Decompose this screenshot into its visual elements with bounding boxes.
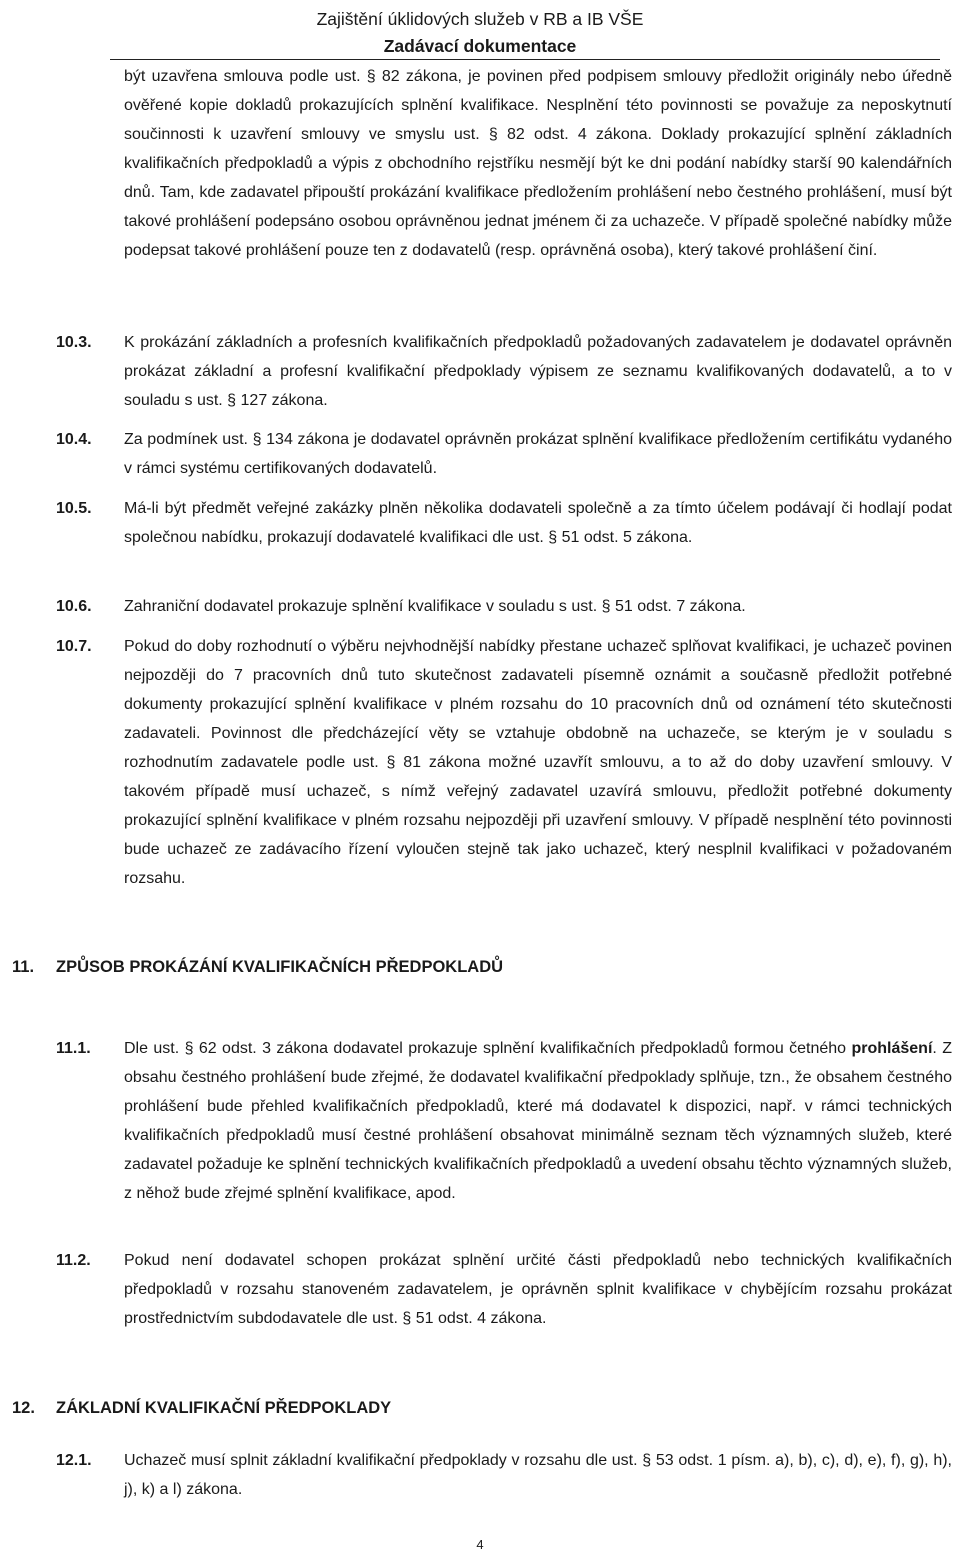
continuation-paragraph: být uzavřena smlouva podle ust. § 82 zákona, je povinen před podpisem smlouvy předložit originály nebo úředně ověřené kopie dokladů prokazujících splnění kvalifikace. Nesplnění této povinnosti se považuje za neposkytnutí součinnosti k uzavření smlouvy ve smyslu ust. § 82 odst. 4 zákona. Doklady prokazující splnění základních kvalifikačních předpokladů a výpis z obchodního rejstříku nesmějí být ke dni podání nabídky starší 90 kalendářních dnů. Tam, kde zadavatel připouští prokázání kvalifikace předložením prohlášení nebo čestného prohlášení, musí být takové prohlášení podepsáno osobou oprávněnou jednat jménem či za uchazeče. V případě společné nabídky může podepsat takové prohlášení pouze ten z dodavatelů (resp. oprávněná osoba), který takové prohlášení činí. <box>124 68 952 259</box>
item-text: Má-li být předmět veřejné zakázky plněn několika dodavateli společně a za tímto účelem podávají či hodlají podat společnou nabídku, prokazují dodavatelé kvalifikaci dle ust. § 51 odst. 5 zákona. <box>124 500 952 546</box>
item-number: 11.2. <box>56 1252 91 1269</box>
item-text-part: Dle ust. § 62 odst. 3 zákona dodavatel prokazuje splnění kvalifikačních předpokladů formou četného <box>124 1040 852 1057</box>
item-text: K prokázání základních a profesních kvalifikačních předpokladů požadovaných zadavatelem je dodavatel oprávněn prokázat základní a profesní kvalifikační předpoklady výpisem ze seznamu kvalifikovaných dodavatelů, a to v souladu s ust. § 127 zákona. <box>124 334 952 409</box>
page-header <box>0 6 960 60</box>
item-text-part: . Z obsahu čestného prohlášení bude zřejmé, že dodavatel kvalifikační předpoklady splňuje, tzn., že obsahem čestného prohlášení bude přehled kvalifikačních předpokladů, které má dodavatel k dispozici, např. v rámci technických kvalifikačních předpokladů musí čestné prohlášení obsahovat minimálně seznam těch významných služeb, které zadavatel požaduje ke splnění technických kvalifikačních předpokladů a uvedení obsahu těchto významných služeb, z něhož bude zřejmé splnění kvalifikace, apod. <box>124 1040 953 1202</box>
header-rule <box>110 59 940 60</box>
item-text: Uchazeč musí splnit základní kvalifikační předpoklady v rozsahu dle ust. § 53 odst. 1 písm. a), b), c), d), e), f), g), h), j), k) a l) zákona. <box>124 1452 952 1498</box>
page-number: 4 <box>476 1537 484 1552</box>
item-text <box>124 1034 952 1208</box>
item-number: 11.1. <box>56 1040 91 1057</box>
item-number: 10.3. <box>56 334 92 351</box>
item-number: 12.1. <box>56 1452 92 1469</box>
section-title: ZÁKLADNÍ KVALIFIKAČNÍ PŘEDPOKLADY <box>56 1399 392 1417</box>
item-number: 10.7. <box>56 638 92 655</box>
item-text: Pokud do doby rozhodnutí o výběru nejvhodnější nabídky přestane uchazeč splňovat kvalifikaci, je uchazeč povinen nejpozději do 7 pracovních dnů tuto skutečnost zadavateli písemně oznámit a současně předložit potřebné dokumenty prokazující splnění kvalifikace v plném rozsahu do 10 pracovních dnů od oznámení této skutečnosti zadavateli. Povinnost dle předcházející věty se vztahuje obdobně na uchazeče, se kterým je v souladu s rozhodnutím zadavatele podle ust. § 81 zákona možné uzavřít smlouvu, a to až do doby uzavření smlouvy. V takovém případě musí uchazeč, s nímž veřejný zadavatel uzavírá smlouvu, předložit potřebné dokumenty prokazující splnění kvalifikace v plném rozsahu nejpozději při uzavření smlouvy. V případě nesplnění této povinnosti bude uchazeč ze zadávacího řízení vyloučen stejně tak jako uchazeč, který nesplnil kvalifikaci v požadovaném rozsahu. <box>124 638 952 887</box>
section-title: ZPŮSOB PROKÁZÁNÍ KVALIFIKAČNÍCH PŘEDPOKLADŮ <box>56 958 504 976</box>
section-number: 11. <box>12 958 35 976</box>
item-text: Zahraniční dodavatel prokazuje splnění kvalifikace v souladu s ust. § 51 odst. 7 zákona. <box>124 598 746 615</box>
section-number: 12. <box>12 1399 35 1417</box>
item-text: Za podmínek ust. § 134 zákona je dodavatel oprávněn prokázat splnění kvalifikace předložením certifikátu vydaného v rámci systému certifikovaných dodavatelů. <box>124 431 952 477</box>
header-title: Zajištění úklidových služeb v RB a IB VŠE <box>316 9 644 29</box>
item-text-bold: prohlášení <box>851 1040 933 1057</box>
item-text: Pokud není dodavatel schopen prokázat splnění určité části předpokladů nebo technických kvalifikačních předpokladů v rozsahu stanoveném zadavatelem, je oprávněn splnit kvalifikace v chybějícím rozsahu prokázat prostřednictvím subdodavatele dle ust. § 51 odst. 4 zákona. <box>124 1252 952 1327</box>
item-number: 10.6. <box>56 598 92 615</box>
header-subtitle: Zadávací dokumentace <box>383 36 577 56</box>
item-number: 10.4. <box>56 431 92 448</box>
item-number: 10.5. <box>56 500 92 517</box>
